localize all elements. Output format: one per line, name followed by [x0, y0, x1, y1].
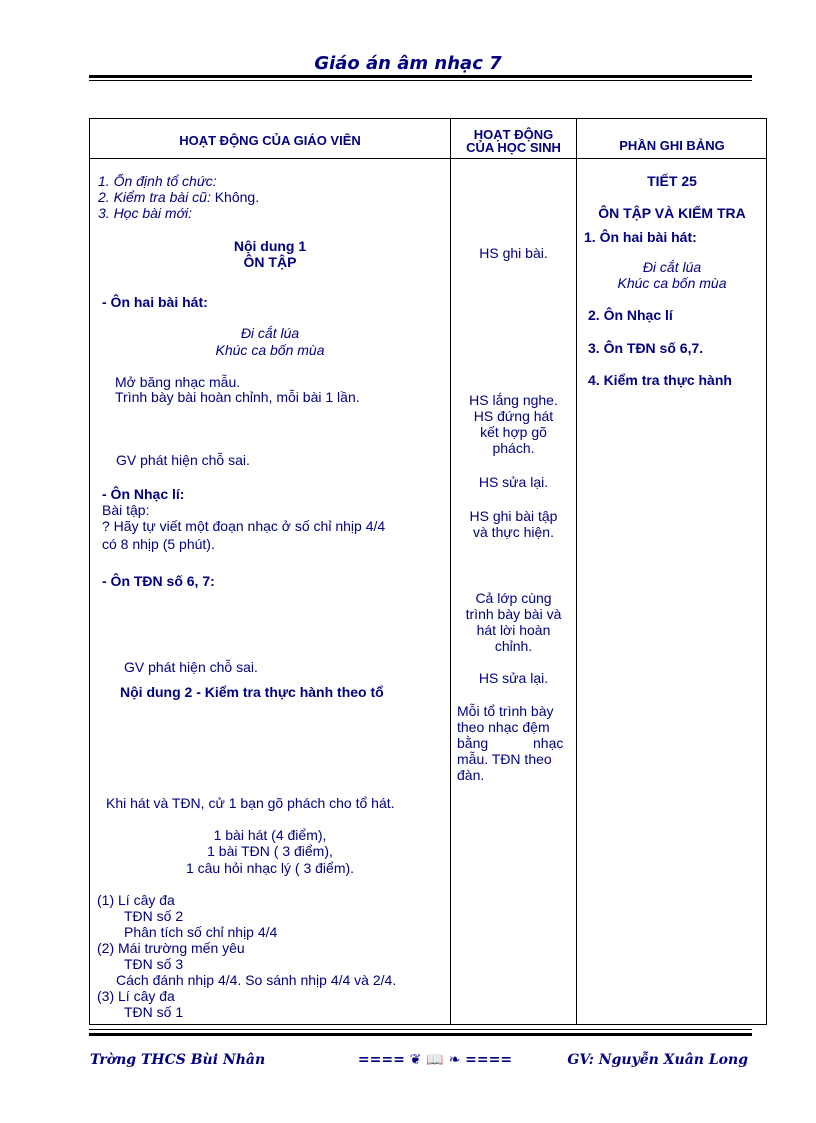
step-3: 3. Học bài mới: — [98, 205, 193, 221]
student-2-line3: kết hợp gõ — [480, 424, 547, 440]
col-header-teacher: HOẠT ĐỘNG CỦA GIÁO VIÊN — [179, 133, 361, 148]
list-1-song: (1) Lí cây đa — [97, 892, 175, 908]
score-tdn: 1 bài TĐN ( 3 điểm), — [207, 843, 333, 859]
review-songs-heading: - Ôn hai bài hát: — [102, 294, 208, 310]
header-rule-thick — [89, 75, 752, 78]
student-6: HS sửa lại. — [478, 670, 549, 686]
list-1-tdn: TĐN số 2 — [124, 908, 184, 924]
song-1-title: Đi cắt lúa — [240, 325, 300, 341]
board-song-2: Khúc ca bốn mùa — [617, 275, 727, 291]
perform-songs: Trình bày bài hoàn chỉnh, mỗi bài 1 lần. — [115, 389, 360, 405]
tdn-heading: - Ôn TĐN số 6, 7: — [102, 573, 215, 589]
student-2-line4: phách. — [492, 440, 535, 456]
board-song-1: Đi cắt lúa — [642, 259, 702, 275]
content2-heading: Nội dung 2 - Kiểm tra thực hành theo tổ — [120, 684, 384, 700]
exercise-line-1: ? Hãy tự viết một đoạn nhạc ở số chỉ nhịp 4/4 — [102, 518, 386, 534]
header-rule-thin — [89, 80, 752, 81]
test-rule: Khi hát và TĐN, cử 1 bạn gõ phách cho tổ hát. — [106, 795, 395, 811]
student-2-line1: HS lắng nghe. — [469, 392, 558, 408]
play-music: Mở băng nhạc mẫu. — [115, 374, 241, 390]
content1-title: Nội dung 1 — [233, 238, 307, 254]
list-3-song: (3) Lí cây đa — [97, 988, 175, 1004]
exercise-label: Bài tập: — [102, 502, 150, 518]
footer-ornament: ==== ❦ 📖 ❧ ==== — [357, 1052, 513, 1068]
student-7-line3b: nhạc — [533, 735, 564, 751]
list-3-tdn: TĐN số 1 — [124, 1004, 184, 1020]
board-lesson: TIẾT 25 — [647, 173, 697, 189]
col-header-student-line2: CỦA HỌC SINH — [466, 140, 561, 155]
content1-subtitle: ÔN TẬP — [243, 254, 297, 270]
step-2 — [98, 189, 259, 205]
score-song: 1 bài hát (4 điểm), — [213, 827, 327, 843]
detect-error-1: GV phát hiện chỗ sai. — [116, 452, 250, 468]
table-header-divider — [89, 158, 767, 159]
footer-rule-thick — [89, 1033, 752, 1036]
board-topic: ÔN TẬP VÀ KIỂM TRA — [598, 205, 746, 221]
student-7-line1: Mỗi tổ trình bày — [457, 703, 554, 719]
list-2-song: (2) Mái trường mến yêu — [97, 940, 245, 956]
student-5-line2: trình bày bài và — [465, 606, 562, 622]
list-2-theory: Cách đánh nhịp 4/4. So sánh nhịp 4/4 và 2/4. — [116, 972, 397, 988]
footer-rule-thin — [89, 1029, 752, 1030]
step-2-value: Không. — [210, 189, 260, 205]
footer-teacher: GV: Nguyễn Xuân Long — [567, 1052, 748, 1068]
footer-school: Trờng THCS Bùi Nhân — [90, 1052, 266, 1068]
student-7-line2: theo nhạc đệm — [457, 719, 550, 735]
student-5-line3: hát lời hoàn — [476, 622, 551, 638]
theory-heading: - Ôn Nhạc lí: — [102, 486, 185, 502]
student-4-line1: HS ghi bài tập — [469, 508, 558, 524]
student-3: HS sửa lại. — [478, 474, 549, 490]
student-2-line2: HS đứng hát — [473, 408, 554, 424]
student-7-line4: mẫu. TĐN theo — [457, 751, 552, 767]
student-5-line4: chỉnh. — [494, 638, 533, 654]
col-header-student-line1: HOẠT ĐỘNG — [473, 127, 554, 142]
score-theory: 1 câu hỏi nhạc lý ( 3 điểm). — [185, 860, 355, 876]
exercise-line-2: có 8 nhịp (5 phút). — [102, 536, 215, 552]
step-2-label: 2. Kiểm tra bài cũ: — [98, 189, 211, 205]
detect-error-2: GV phát hiện chỗ sai. — [124, 659, 258, 675]
student-7-line3a: bằng — [457, 735, 489, 751]
student-4-line2: và thực hiện. — [473, 524, 554, 540]
board-item-3: 3. Ôn TĐN số 6,7. — [588, 340, 704, 356]
song-2-title: Khúc ca bốn mùa — [215, 342, 325, 358]
student-7-line5: đàn. — [457, 767, 485, 783]
step-1: 1. Ổn định tổ chức: — [98, 173, 217, 189]
student-1: HS ghi bài. — [479, 245, 548, 261]
list-1-theory: Phân tích số chỉ nhịp 4/4 — [124, 924, 278, 940]
board-item-4: 4. Kiểm tra thực hành — [588, 372, 732, 388]
document-title: Giáo án âm nhạc 7 — [314, 53, 502, 74]
student-5-line1: Cả lớp cùng — [475, 590, 552, 606]
board-item-1: 1. Ôn hai bài hát: — [584, 229, 697, 245]
column-divider-2 — [576, 118, 577, 1025]
board-item-2: 2. Ôn Nhạc lí — [588, 307, 673, 323]
list-2-tdn: TĐN số 3 — [124, 956, 184, 972]
col-header-board: PHẦN GHI BẢNG — [619, 138, 725, 153]
